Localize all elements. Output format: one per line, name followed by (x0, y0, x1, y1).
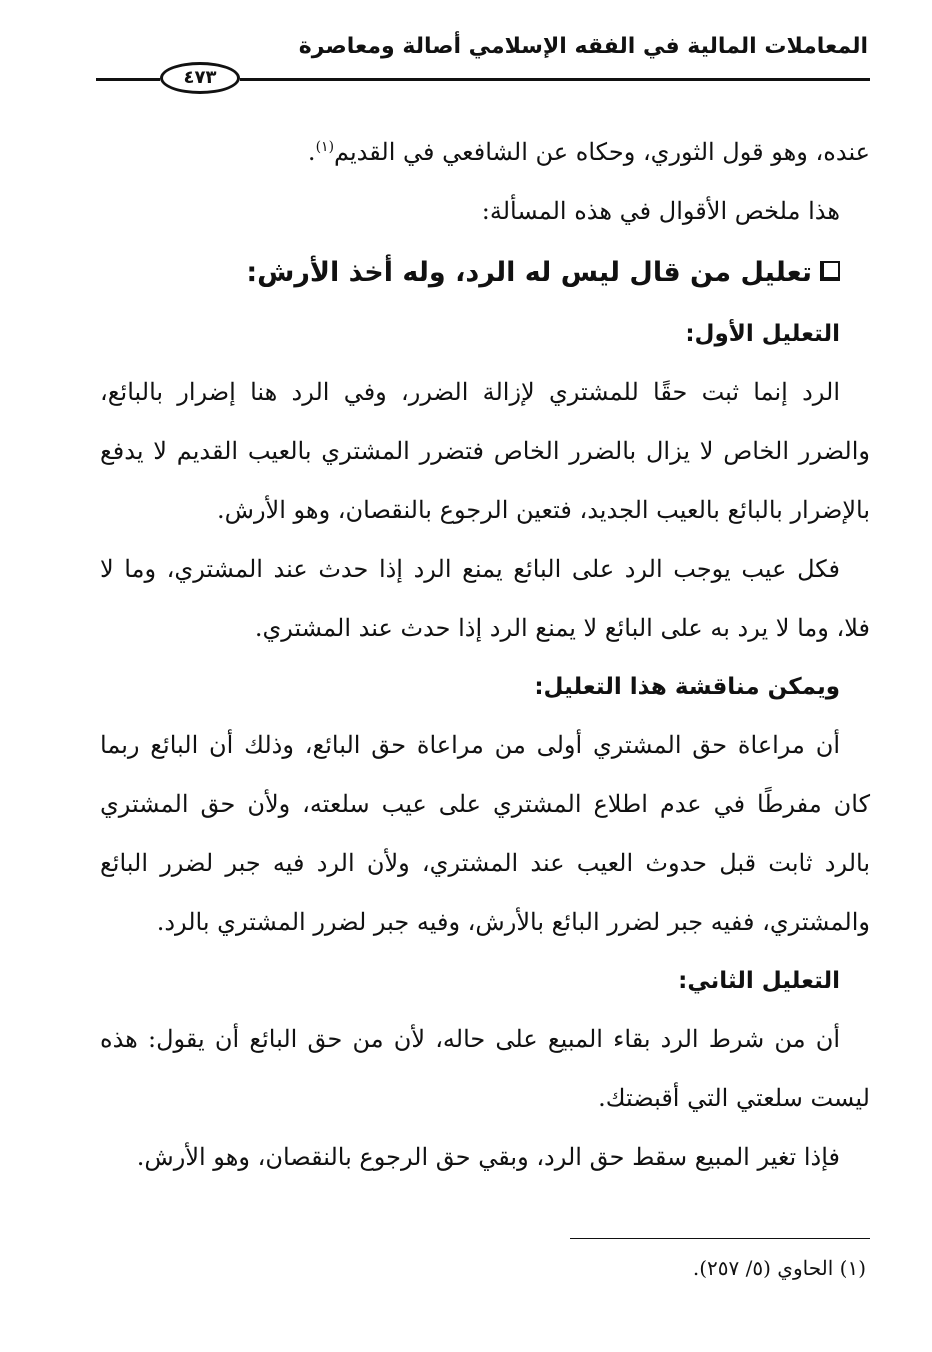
section-heading-text: تعليل من قال ليس له الرد، وله أخذ الأرش: (246, 257, 812, 288)
header-rule-left (96, 78, 160, 81)
heading-second-reasoning: التعليل الثاني: (678, 968, 840, 994)
heading-first-reasoning: التعليل الأول: (685, 321, 840, 347)
header-rule (240, 78, 870, 81)
paragraph-rule: فكل عيب يوجب الرد على البائع يمنع الرد إذا حدث عند المشتري، وما لا فلا، وما لا يرد به على البائع لا يمنع الرد إذا حدث عند المشتري. (100, 555, 870, 642)
paragraph-conclusion: فإذا تغير المبيع سقط حق الرد، وبقي حق الرجوع بالنقصان، وهو الأرش. (136, 1143, 840, 1171)
intro-end: . (307, 138, 316, 166)
page-number: ٤٧٣ (160, 62, 240, 94)
section-heading (100, 241, 870, 305)
heading-discussion: ويمكن مناقشة هذا التعليل: (534, 674, 840, 700)
footnote: (١) الحاوي (٥/ ٢٥٧). (692, 1256, 866, 1280)
paragraph-second-reasoning: أن من شرط الرد بقاء المبيع على حاله، لأن من حق البائع أن يقول: هذه ليست سلعتي التي أقبضتك. (100, 1025, 870, 1112)
footnote-ref[interactable]: (١) (315, 139, 335, 155)
footnote-rule (570, 1238, 870, 1239)
paragraph-discussion: أن مراعاة حق المشتري أولى من مراعاة حق البائع، وذلك أن البائع ربما كان مفرطًا في عدم اطلاع المشتري على عيب سلعته، ولأن حق المشتري بالرد ثابت قبل حدوث العيب عند المشتري، ولأن الرد فيه جبر لضرر البائع والمشتري، ففيه جبر لضرر البائع بالأرش، وفيه جبر لضرر المشتري بالرد. (100, 731, 870, 936)
square-bullet-icon (820, 261, 840, 281)
running-title: المعاملات المالية في الفقه الإسلامي أصالة ومعاصرة (298, 34, 868, 59)
intro-text: عنده، وهو قول الثوري، وحكاه عن الشافعي في القديم (334, 138, 870, 166)
paragraph-first-reasoning: الرد إنما ثبت حقًا للمشتري لإزالة الضرر، وفي الرد هنا إضرار بالبائع، والضرر الخاص لا يزال بالضرر الخاص فتضرر المشتري بالعيب القديم لا يدفع بالإضرار بالبائع بالعيب الجديد، فتعين الرجوع بالنقصان، وهو الأرش. (100, 378, 870, 524)
page-body (100, 118, 870, 1187)
paragraph-summary: هذا ملخص الأقوال في هذه المسألة: (481, 197, 840, 225)
paragraph-intro (100, 118, 870, 182)
